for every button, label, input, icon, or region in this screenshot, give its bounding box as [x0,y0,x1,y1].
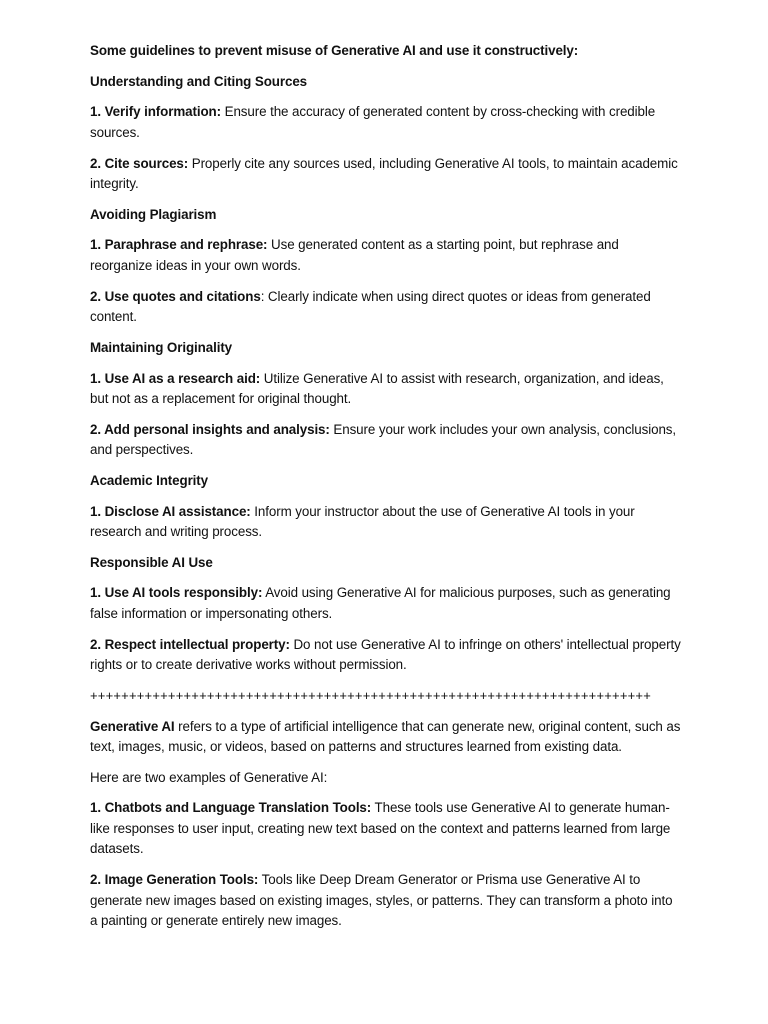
guideline-text: Ensure the accuracy of generated content by cross-checking with credible sources. [90,104,656,140]
intro-title: Some guidelines to prevent misuse of Generative AI and use it constructively: [90,43,579,58]
guideline-text: : Clearly indicate when using direct quotes or ideas from generated content. [90,288,651,325]
guideline-label: 2. Respect intellectual property: [90,636,290,652]
example-item [90,798,682,860]
guideline-label: 1. Paraphrase and rephrase: [90,237,268,253]
definition-text: refers to a type of artificial intelligence that can generate new, original content, such as text, images, music, or videos, based on patterns and structures learned from existing data. [90,718,681,754]
example-label: 1. Chatbots and Language Translation Tools: [90,800,372,816]
guideline-text: Utilize Generative AI to assist with research, organization, and ideas, but not as a replacement for original thought. [90,370,664,406]
definition-term: Generative AI [90,718,175,734]
guideline-item [90,502,682,543]
separator-line: ++++++++++++++++++++++++++++++++++++++++++++++++++++++++++++++++++++++++ [90,687,652,703]
guideline-item [90,369,682,410]
guideline-label: 1. Use AI as a research aid: [90,370,261,386]
document-page [90,41,682,942]
example-text: These tools use Generative AI to generate human-like responses to user input, creating new text based on the context and patterns learned from large datasets. [90,800,671,857]
guideline-label: 1. Disclose AI assistance: [90,503,251,519]
section-heading-avoiding-plagiarism: Avoiding Plagiarism [90,206,217,222]
guideline-label: 2. Use quotes and citations [90,288,261,304]
guideline-text: Properly cite any sources used, including Generative AI tools, to maintain academic integrity. [90,155,678,192]
section-heading-citing-sources: Understanding and Citing Sources [90,73,308,89]
guideline-text: Inform your instructor about the use of Generative AI tools in your research and writing process. [90,503,635,540]
section-heading-academic-integrity: Academic Integrity [90,472,209,488]
guideline-label: 2. Add personal insights and analysis: [90,421,330,437]
section-heading-responsible-ai-use: Responsible AI Use [90,554,213,570]
guideline-item [90,287,682,328]
guideline-item [90,235,682,276]
example-text: Tools like Deep Dream Generator or Prisma use Generative AI to generate new images based on existing images, styles, or patterns. They can transform a photo into a painting or generate entirely new images. [90,872,673,929]
guideline-item [90,583,682,624]
guideline-text: Ensure your work includes your own analysis, conclusions, and perspectives. [90,421,677,458]
guideline-label: 1. Use AI tools responsibly: [90,585,263,601]
guideline-item [90,635,682,676]
example-label: 2. Image Generation Tools: [90,872,259,888]
section-heading-maintaining-originality: Maintaining Originality [90,339,233,355]
examples-intro: Here are two examples of Generative AI: [90,769,328,785]
example-item [90,870,682,932]
guideline-item [90,102,682,143]
guideline-text: Avoid using Generative AI for malicious purposes, such as generating false information or impersonating others. [90,585,671,621]
guideline-text: Use generated content as a starting point, but rephrase and reorganize ideas in your own words. [90,237,619,273]
guideline-item [90,154,682,195]
definition-paragraph [90,717,682,758]
guideline-label: 2. Cite sources: [90,155,189,171]
guideline-item [90,420,682,461]
guideline-label: 1. Verify information: [90,104,221,120]
guideline-text: Do not use Generative AI to infringe on others' intellectual property rights or to create derivative works without permission. [90,636,681,673]
